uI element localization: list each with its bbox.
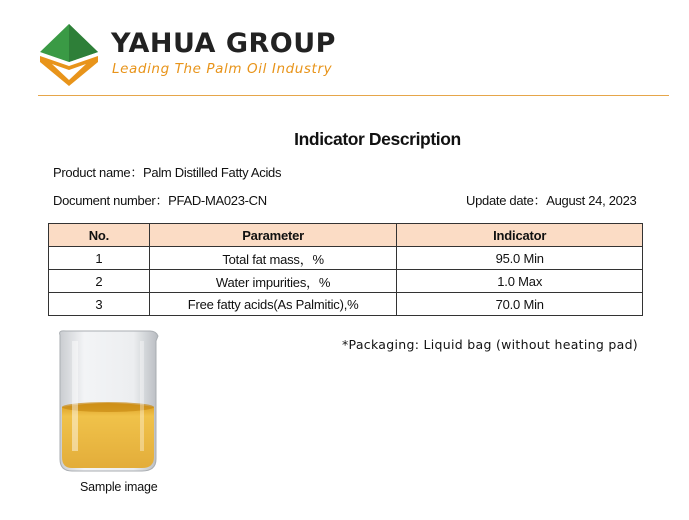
- row-parameter: Free fatty acids(As Palmitic),%: [149, 293, 397, 316]
- row-indicator: 1.0 Max: [397, 270, 643, 293]
- table-row: [49, 247, 643, 270]
- beaker-sample-image: [52, 327, 164, 475]
- document-number-separator: ：: [155, 193, 169, 208]
- column-header-no: No.: [49, 224, 150, 247]
- page-title: Indicator Description: [294, 129, 461, 149]
- column-header-parameter: Parameter: [149, 224, 397, 247]
- column-header-indicator: Indicator: [397, 224, 643, 247]
- document-number-label: Document number: [53, 193, 156, 208]
- product-name-separator: ：: [130, 165, 144, 180]
- brand-name: YAHUA GROUP: [111, 28, 336, 59]
- table-header-row: [49, 224, 643, 247]
- yahua-logo-icon: [38, 22, 100, 88]
- product-name-value: Palm Distilled Fatty Acids: [143, 165, 282, 180]
- sample-image-caption: Sample image: [80, 480, 158, 494]
- packaging-note: *Packaging: Liquid bag (without heating pad): [342, 337, 638, 352]
- brand-tagline: Leading The Palm Oil Industry: [112, 61, 333, 77]
- product-name-label: Product name: [53, 165, 131, 180]
- document-number-line: [53, 190, 267, 209]
- update-date-value: August 24, 2023: [546, 193, 637, 208]
- header-divider: [38, 95, 669, 96]
- table-row: [49, 270, 643, 293]
- table-row: [49, 293, 643, 316]
- indicator-table: [48, 223, 643, 316]
- product-name-line: [53, 162, 281, 181]
- document-number-value: PFAD-MA023-CN: [168, 193, 267, 208]
- row-no: 2: [49, 270, 150, 293]
- row-parameter: Total fat mass，%: [149, 247, 397, 270]
- update-date-label: Update date: [466, 193, 534, 208]
- row-parameter: Water impurities，%: [149, 270, 397, 293]
- row-no: 3: [49, 293, 150, 316]
- row-indicator: 70.0 Min: [397, 293, 643, 316]
- row-no: 1: [49, 247, 150, 270]
- update-date-line: [466, 190, 636, 209]
- row-indicator: 95.0 Min: [397, 247, 643, 270]
- update-date-separator: ：: [533, 193, 547, 208]
